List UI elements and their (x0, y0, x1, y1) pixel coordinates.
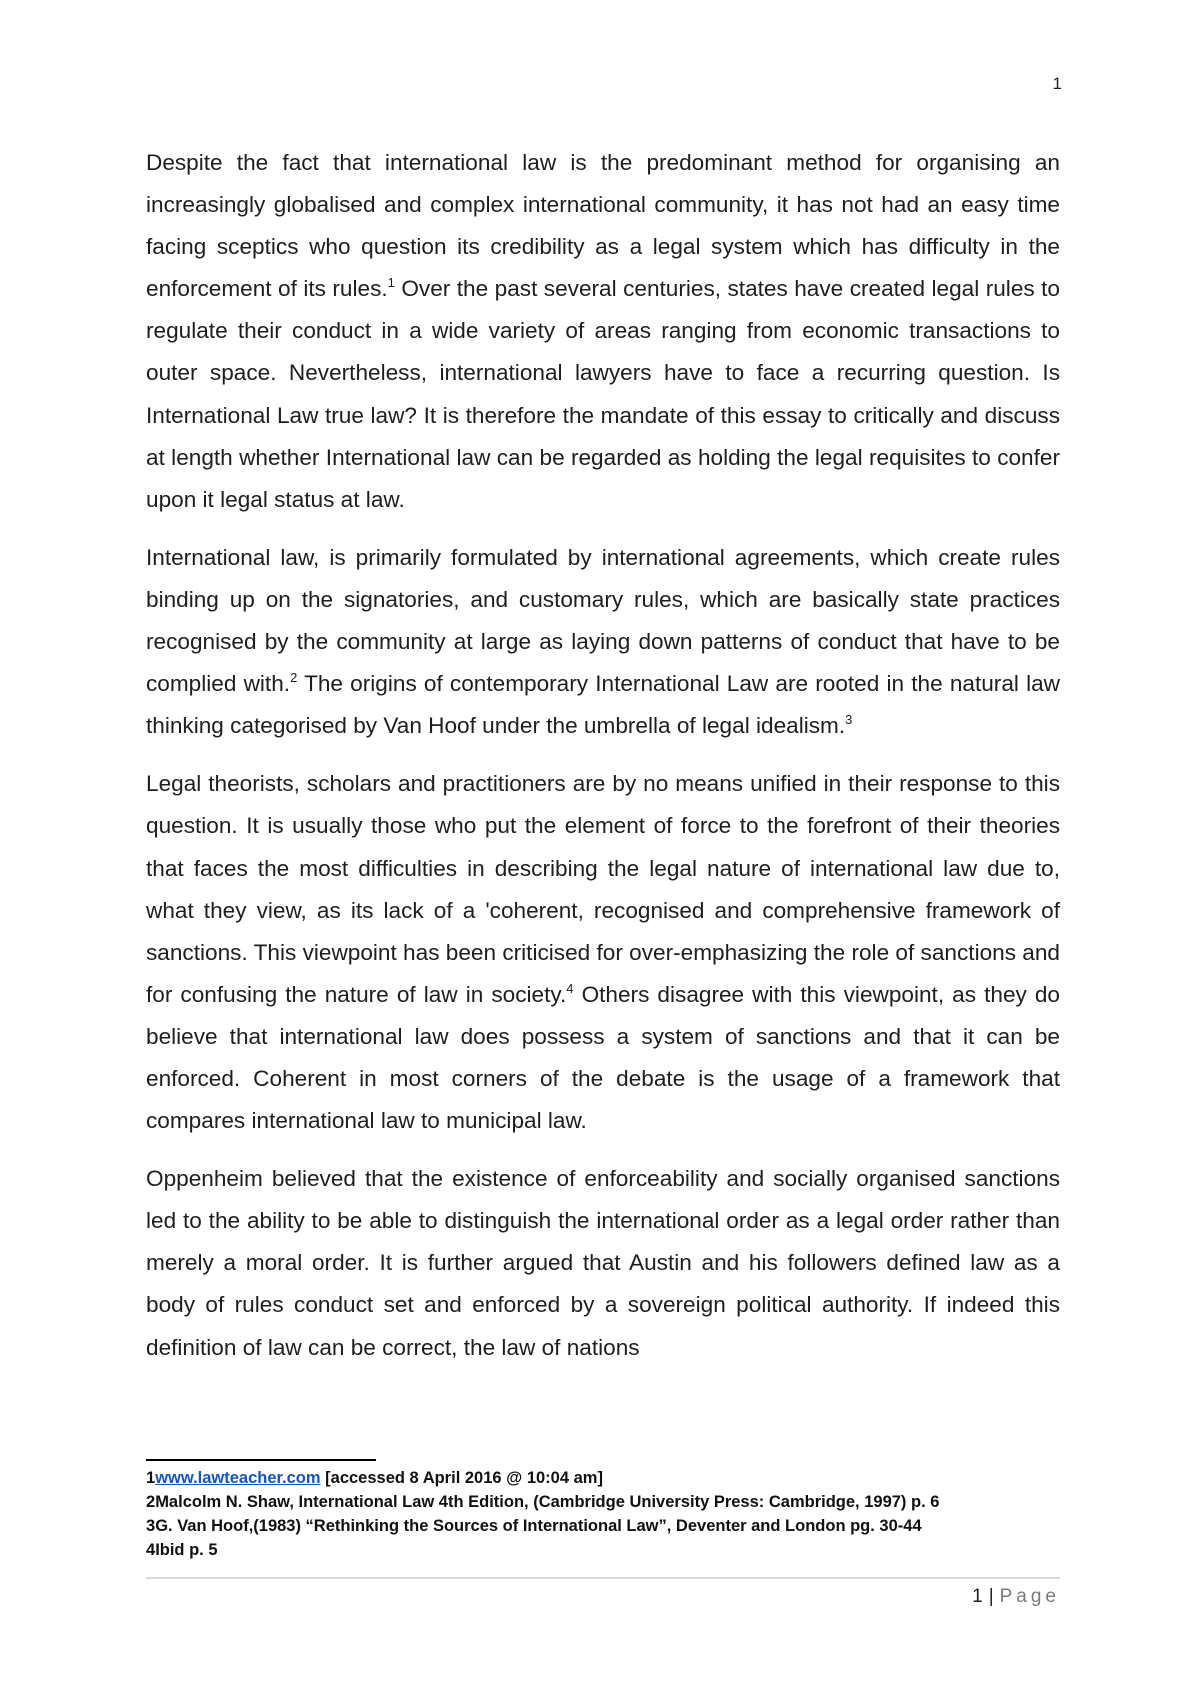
paragraph-text: International law, is primarily formulated by international agreements, which create rules binding up on the signatories, and customary rules, which are basically state practices recognised by the community at large as laying down patterns of conduct that have to be complied with. (146, 544, 1060, 697)
footnote-number: 3 (146, 1517, 156, 1535)
footnote-ref-3[interactable]: 3 (845, 712, 853, 728)
footer-page-number: 1 (972, 1586, 983, 1607)
paragraph-text: Legal theorists, scholars and practitioners are by no means unified in their response to this question. It is usually those who put the element of force to the forefront of their theories that faces the most difficulties in describing the legal nature of international law due to, what they view, as its lack of a 'coherent, recognised and comprehensive framework of sanctions. This viewpoint has been criticised for over-emphasizing the role of sanctions and for confusing the nature of law in society. (146, 771, 1060, 1007)
paragraph-1 (146, 142, 1060, 521)
footnote-1 (146, 1466, 939, 1490)
paragraph-text: The origins of contemporary International Law are rooted in the natural law thinking categorised by Van Hoof under the umbrella of legal idealism. (146, 671, 1060, 739)
footnote-text: [accessed 8 April 2016 @ 10:04 am] (320, 1469, 603, 1487)
footnote-ref-2[interactable]: 2 (290, 670, 298, 686)
document-body (146, 142, 1060, 1385)
footer-page-word: Page (999, 1586, 1060, 1607)
footnote-text: Ibid p. 5 (155, 1541, 218, 1559)
footnote-text: Malcolm N. Shaw, International Law 4th Edition, (Cambridge University Press: Cambridge, 1997) p. 6 (155, 1493, 940, 1511)
footnote-ref-1[interactable]: 1 (387, 275, 395, 291)
footnote-text: G. Van Hoof,(1983) “Rethinking the Sources of International Law”, Deventer and London pg. 30-44 (155, 1517, 922, 1535)
paragraph-text: Despite the fact that international law is the predominant method for organising an increasingly globalised and complex international community, it has not had an easy time facing sceptics who question its credibility as a legal system which has difficulty in the enforcement of its rules. (146, 150, 1060, 302)
footnote-ref-4[interactable]: 4 (566, 980, 574, 996)
paragraph-3 (146, 763, 1060, 1142)
footer-separator: | (988, 1586, 994, 1607)
paragraph-2 (146, 537, 1060, 747)
page-footer (972, 1586, 1060, 1608)
header-page-number: 1 (1052, 74, 1062, 93)
footnote-4 (146, 1538, 939, 1562)
paragraph-4 (146, 1158, 1060, 1368)
footer-divider (146, 1577, 1060, 1579)
paragraph-text: Others disagree with this viewpoint, as they do believe that international law does possess a system of sanctions and that it can be enforced. Coherent in most corners of the debate is the usage of a framework that compares international law to municipal law. (146, 981, 1060, 1134)
footnote-number: 1 (146, 1469, 156, 1487)
footnote-number: 2 (146, 1493, 156, 1511)
footnotes (146, 1466, 939, 1562)
footnote-2 (146, 1490, 939, 1514)
paragraph-text: Oppenheim believed that the existence of enforceability and socially organised sanctions led to the ability to be able to distinguish the international order as a legal order rather than merely a moral order. It is further argued that Austin and his followers defined law as a body of rules conduct set and enforced by a sovereign political authority. If indeed this definition of law can be correct, the law of nations (146, 1166, 1060, 1360)
paragraph-text: Over the past several centuries, states have created legal rules to regulate their conduct in a wide variety of areas ranging from economic transactions to outer space. Nevertheless, international lawyers have to face a recurring question. Is International Law true law? It is therefore the mandate of this essay to critically and discuss at length whether International law can be regarded as holding the legal requisites to confer upon it legal status at law. (146, 276, 1060, 512)
footnote-number: 4 (146, 1541, 156, 1559)
footnote-separator (146, 1459, 376, 1461)
footnote-link[interactable]: www.lawteacher.com (155, 1469, 321, 1487)
footnote-3 (146, 1514, 939, 1538)
